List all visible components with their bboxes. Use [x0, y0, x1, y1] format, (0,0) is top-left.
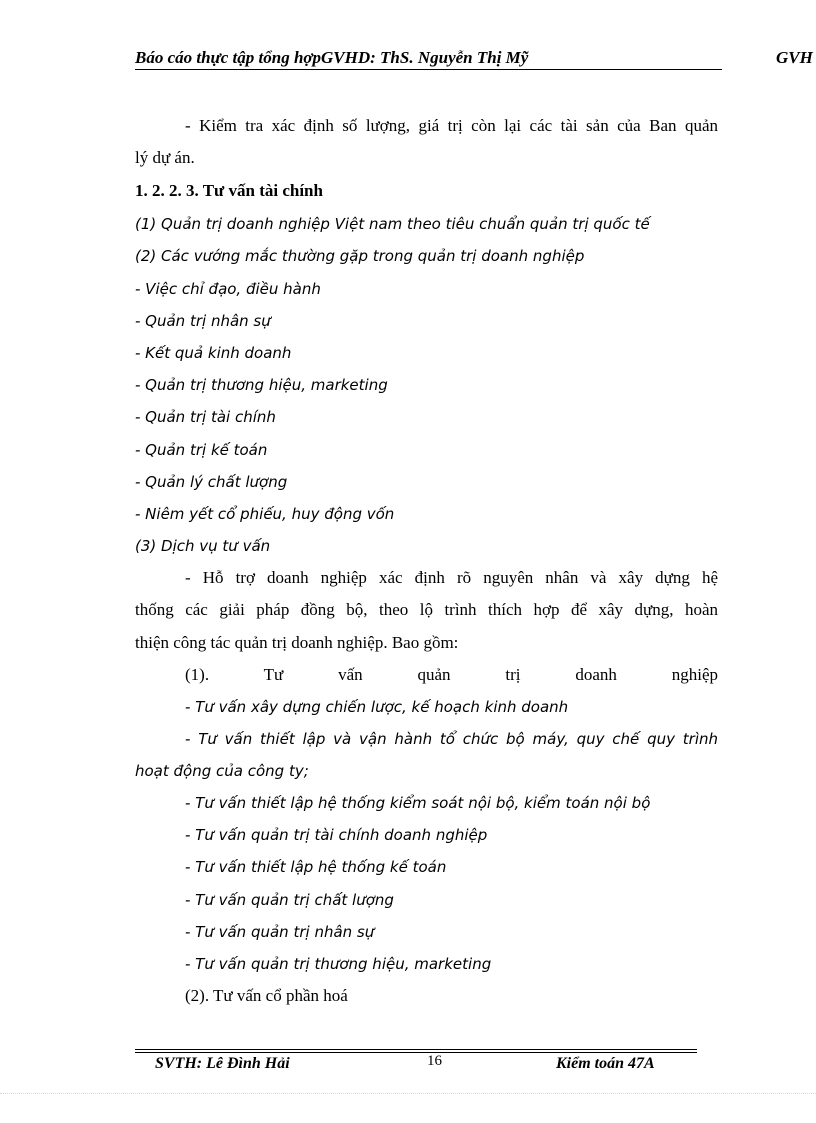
page-header	[135, 48, 816, 74]
list-item-1: (1) Quản trị doanh nghiệp Việt nam theo tiêu chuẩn quản trị quốc tế	[135, 215, 650, 233]
service-item: - Tư vấn thiết lập hệ thống kiểm soát nội bộ, kiểm toán nội bộ	[185, 794, 651, 812]
service-item: - Tư vấn quản trị tài chính doanh nghiệp	[185, 826, 488, 844]
bullet-item: - Quản trị kế toán	[135, 441, 268, 459]
footer-student: SVTH: Lê Đình Hải	[155, 1055, 290, 1072]
service-item: - Tư vấn xây dựng chiến lược, kế hoạch kinh doanh	[185, 698, 569, 716]
bullet-item: - Quản trị nhân sự	[135, 312, 271, 330]
footer-rule	[135, 1049, 697, 1050]
bullet-item: - Quản trị thương hiệu, marketing	[135, 376, 388, 394]
bullet-item: - Niêm yết cổ phiếu, huy động vốn	[135, 505, 395, 523]
page-number: 16	[427, 1053, 442, 1069]
list-item-3: (3) Dịch vụ tư vấn	[135, 537, 271, 555]
subsection-2-title: (2). Tư vấn cổ phần hoá	[185, 986, 348, 1005]
header-rule	[135, 69, 722, 70]
paragraph-2-line-2: thống các giải pháp đồng bộ, theo lộ trình thích hợp để xây dựng, hoàn	[135, 600, 718, 619]
bullet-item: - Quản trị tài chính	[135, 408, 276, 426]
footer-rule	[135, 1052, 697, 1053]
page-bottom-border	[0, 1093, 816, 1094]
list-item-2: (2) Các vướng mắc thường gặp trong quản trị doanh nghiệp	[135, 247, 585, 265]
header-overflow-text: GVH	[776, 48, 813, 67]
paragraph-2-line-1: - Hỗ trợ doanh nghiệp xác định rõ nguyên nhân và xây dựng hệ	[185, 568, 718, 587]
footer-class: Kiểm toán 47A	[556, 1055, 655, 1072]
paragraph-1-line-1: - Kiểm tra xác định số lượng, giá trị còn lại các tài sản của Ban quản	[185, 116, 718, 135]
bullet-item: - Quản lý chất lượng	[135, 473, 288, 491]
bullet-item: - Kết quả kinh doanh	[135, 344, 292, 362]
paragraph-1-line-2: lý dự án.	[135, 148, 195, 167]
service-item: - Tư vấn thiết lập hệ thống kế toán	[185, 858, 447, 876]
bullet-item: - Việc chỉ đạo, điều hành	[135, 280, 321, 298]
header-title: Báo cáo thực tập tổng hợpGVHD: ThS. Nguyễn Thị Mỹ	[135, 48, 529, 67]
service-item-continuation: hoạt động của công ty;	[135, 762, 309, 780]
service-item: - Tư vấn quản trị chất lượng	[185, 891, 394, 909]
subsection-1-title: (1). Tư vấn quản trị doanh nghiệp	[185, 665, 718, 684]
section-heading: 1. 2. 2. 3. Tư vấn tài chính	[135, 181, 323, 200]
service-item: - Tư vấn quản trị thương hiệu, marketing	[185, 955, 492, 973]
service-item: - Tư vấn thiết lập và vận hành tổ chức bộ máy, quy chế quy trình	[185, 730, 718, 748]
service-item: - Tư vấn quản trị nhân sự	[185, 923, 375, 941]
paragraph-2-line-3: thiện công tác quản trị doanh nghiệp. Bao gồm:	[135, 633, 459, 652]
